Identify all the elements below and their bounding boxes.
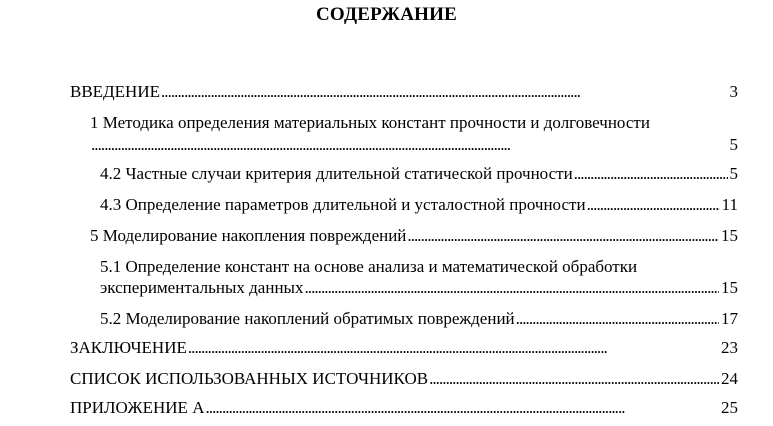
toc-entry-label: экспериментальных данных bbox=[100, 278, 304, 297]
toc-page-number: 17 bbox=[721, 309, 738, 328]
toc-entry-section-5[interactable] bbox=[90, 226, 738, 246]
toc-entry-label: ПРИЛОЖЕНИЕ А bbox=[70, 398, 205, 417]
toc-leader-dots bbox=[587, 195, 720, 215]
toc-leader-dots bbox=[304, 278, 719, 298]
toc-leader-dots bbox=[429, 369, 719, 389]
toc-page-number: 15 bbox=[721, 278, 738, 297]
toc-entry-references[interactable] bbox=[70, 369, 738, 389]
toc-leader-dots bbox=[516, 309, 719, 329]
toc-leader-dots bbox=[161, 82, 728, 102]
toc-entry-section-5-1-label[interactable]: 5.1 Определение констант на основе анализа и математической обработки bbox=[100, 257, 638, 276]
toc-page-number: 23 bbox=[721, 338, 738, 357]
toc-entry-label: 4.2 Частные случаи критерия длительной статической прочности bbox=[100, 164, 573, 183]
toc-entry-label: 5 Моделирование накопления повреждений bbox=[90, 226, 407, 245]
toc-leader-dots bbox=[188, 338, 719, 358]
toc-leader-dots bbox=[574, 164, 728, 184]
toc-leader-dots bbox=[205, 398, 719, 418]
toc-entry-intro[interactable] bbox=[70, 82, 738, 102]
toc-page-number: 25 bbox=[721, 398, 738, 417]
toc-page-number: 3 bbox=[729, 82, 738, 101]
toc-page-number: 24 bbox=[721, 369, 738, 388]
toc-leader-dots bbox=[407, 226, 719, 246]
toc-entry-conclusion[interactable] bbox=[70, 338, 738, 358]
toc-entry-label: 5.2 Моделирование накоплений обратимых повреждений bbox=[100, 309, 515, 328]
toc-entry-section-4-2[interactable] bbox=[100, 164, 738, 184]
toc-page-number: 15 bbox=[721, 226, 738, 245]
toc-entry-label: 4.3 Определение параметров длительной и усталостной прочности bbox=[100, 195, 586, 214]
toc-entry-label: ЗАКЛЮЧЕНИЕ bbox=[70, 338, 187, 357]
toc-entry-label: СПИСОК ИСПОЛЬЗОВАННЫХ ИСТОЧНИКОВ bbox=[70, 369, 429, 388]
toc-entry-section-4-3[interactable] bbox=[100, 195, 738, 215]
toc-page-number: 11 bbox=[721, 195, 738, 214]
toc-leader-dots bbox=[91, 135, 728, 155]
toc-entry-section-1-label[interactable]: 1 Методика определения материальных констант прочности и долговечности bbox=[90, 113, 650, 132]
toc-entry-label: ВВЕДЕНИЕ bbox=[70, 82, 160, 101]
toc-entry-section-1[interactable] bbox=[90, 135, 738, 155]
toc-page-number: 5 bbox=[729, 164, 738, 183]
toc-entry-section-5-1[interactable] bbox=[100, 278, 738, 298]
toc-page-number: 5 bbox=[729, 135, 738, 154]
page-title: СОДЕРЖАНИЕ bbox=[316, 4, 457, 25]
toc-entry-appendix[interactable] bbox=[70, 398, 738, 418]
toc-entry-section-5-2[interactable] bbox=[100, 309, 738, 329]
